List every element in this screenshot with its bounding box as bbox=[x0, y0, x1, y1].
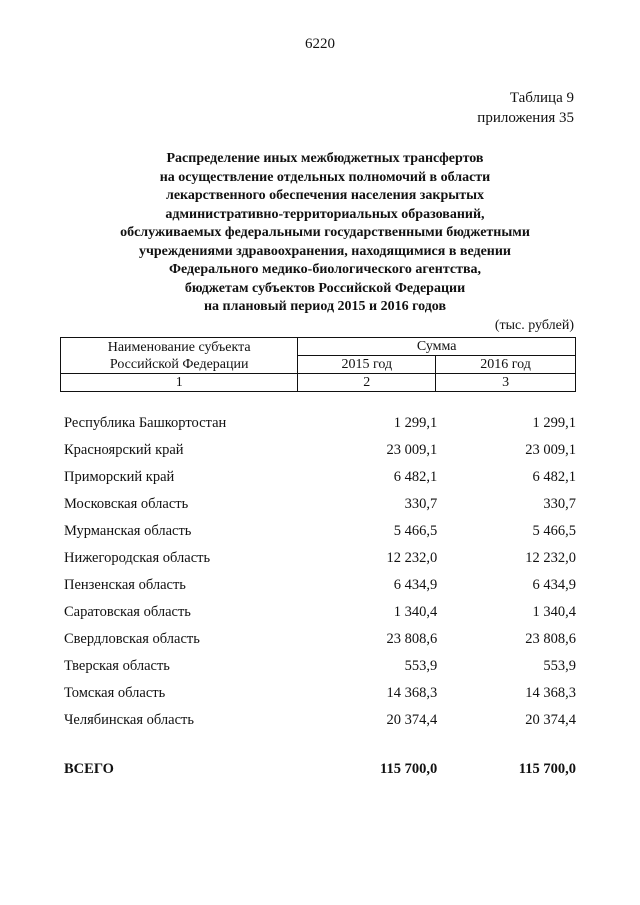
value-2015: 23 808,6 bbox=[386, 631, 438, 647]
table-reference bbox=[477, 88, 574, 128]
value-2016: 12 232,0 bbox=[525, 550, 576, 566]
value-2015: 1 299,1 bbox=[393, 415, 438, 431]
data-table bbox=[60, 410, 576, 783]
subject-name: Республика Башкортостан bbox=[64, 415, 227, 431]
unit-note: (тыс. рублей) bbox=[494, 318, 574, 333]
subject-name: Тверская область bbox=[64, 658, 170, 674]
value-2016: 5 466,5 bbox=[532, 523, 576, 539]
table-row bbox=[60, 464, 576, 491]
document-title bbox=[80, 150, 570, 317]
header-col-number-3: 3 bbox=[436, 374, 576, 392]
total-2016: 115 700,0 bbox=[518, 761, 576, 777]
header-subject-cell bbox=[61, 338, 298, 374]
header-subject-line2: Российской Федерации bbox=[109, 356, 249, 372]
title-line: административно-территориальных образований, bbox=[165, 206, 485, 222]
title-line: лекарственного обеспечения населения закрытых bbox=[165, 188, 485, 203]
table-row bbox=[60, 680, 576, 707]
value-2016: 14 368,3 bbox=[525, 685, 576, 701]
header-year-2016: 2016 год bbox=[436, 356, 576, 374]
header-col-number-2: 2 bbox=[298, 374, 436, 392]
subject-name: Мурманская область bbox=[64, 523, 192, 539]
title-line: на осуществление отдельных полномочий в области bbox=[159, 169, 491, 185]
title-line: учреждениями здравоохранения, находящимися в ведении bbox=[139, 243, 511, 259]
table-row bbox=[60, 410, 576, 437]
table-row bbox=[60, 518, 576, 545]
value-2015: 14 368,3 bbox=[386, 685, 438, 701]
value-2016: 20 374,4 bbox=[525, 712, 576, 728]
subject-name: Саратовская область bbox=[64, 604, 191, 620]
header-year-2015: 2015 год bbox=[298, 356, 436, 374]
value-2016: 1 340,4 bbox=[532, 604, 576, 620]
table-row bbox=[60, 707, 576, 734]
table-row bbox=[60, 572, 576, 599]
table-row bbox=[60, 626, 576, 653]
subject-name: Челябинская область bbox=[64, 712, 194, 728]
subject-name: Московская область bbox=[64, 496, 189, 512]
header-col-number-1: 1 bbox=[61, 374, 298, 392]
value-2015: 553,9 bbox=[404, 658, 438, 674]
subject-name: Приморский край bbox=[64, 469, 175, 485]
value-2015: 23 009,1 bbox=[386, 442, 438, 458]
table-row bbox=[60, 545, 576, 572]
header-sum-cell: Сумма bbox=[298, 338, 576, 356]
total-label: ВСЕГО bbox=[64, 761, 114, 777]
value-2015: 20 374,4 bbox=[386, 712, 438, 728]
value-2016: 6 482,1 bbox=[532, 469, 576, 485]
subject-name: Красноярский край bbox=[64, 442, 184, 458]
title-line: Федерального медико-биологического агентства, bbox=[168, 262, 482, 277]
total-2015: 115 700,0 bbox=[380, 761, 438, 777]
table-ref-line2: приложения 35 bbox=[477, 110, 574, 126]
title-line: на плановый период 2015 и 2016 годов bbox=[203, 299, 447, 314]
title-line: Распределение иных межбюджетных трансфертов bbox=[166, 151, 484, 166]
subject-name: Нижегородская область bbox=[64, 550, 211, 566]
subject-name: Томская область bbox=[64, 685, 166, 701]
value-2016: 6 434,9 bbox=[532, 577, 576, 593]
value-2015: 6 434,9 bbox=[393, 577, 438, 593]
subject-name: Свердловская область bbox=[64, 631, 200, 647]
value-2015: 1 340,4 bbox=[393, 604, 438, 620]
title-line: бюджетам субъектов Российской Федерации bbox=[184, 280, 466, 296]
table-header bbox=[60, 337, 576, 392]
value-2015: 12 232,0 bbox=[386, 550, 438, 566]
table-row bbox=[60, 491, 576, 518]
table-row bbox=[60, 599, 576, 626]
value-2016: 23 808,6 bbox=[525, 631, 576, 647]
value-2016: 23 009,1 bbox=[525, 442, 576, 458]
subject-name: Пензенская область bbox=[64, 577, 186, 593]
value-2016: 330,7 bbox=[543, 496, 576, 512]
value-2015: 5 466,5 bbox=[393, 523, 438, 539]
value-2015: 330,7 bbox=[404, 496, 438, 512]
page-number: 6220 bbox=[305, 36, 335, 52]
table-ref-line1: Таблица 9 bbox=[509, 90, 574, 106]
total-row bbox=[60, 734, 576, 783]
title-line: обслуживаемых федеральными государственными бюджетными bbox=[120, 225, 530, 240]
value-2016: 553,9 bbox=[543, 658, 576, 674]
header-subject-line1: Наименование субъекта bbox=[107, 339, 251, 355]
data-table-body bbox=[60, 410, 576, 783]
table-row bbox=[60, 653, 576, 680]
table-row bbox=[60, 437, 576, 464]
value-2016: 1 299,1 bbox=[532, 415, 576, 431]
value-2015: 6 482,1 bbox=[393, 469, 438, 485]
